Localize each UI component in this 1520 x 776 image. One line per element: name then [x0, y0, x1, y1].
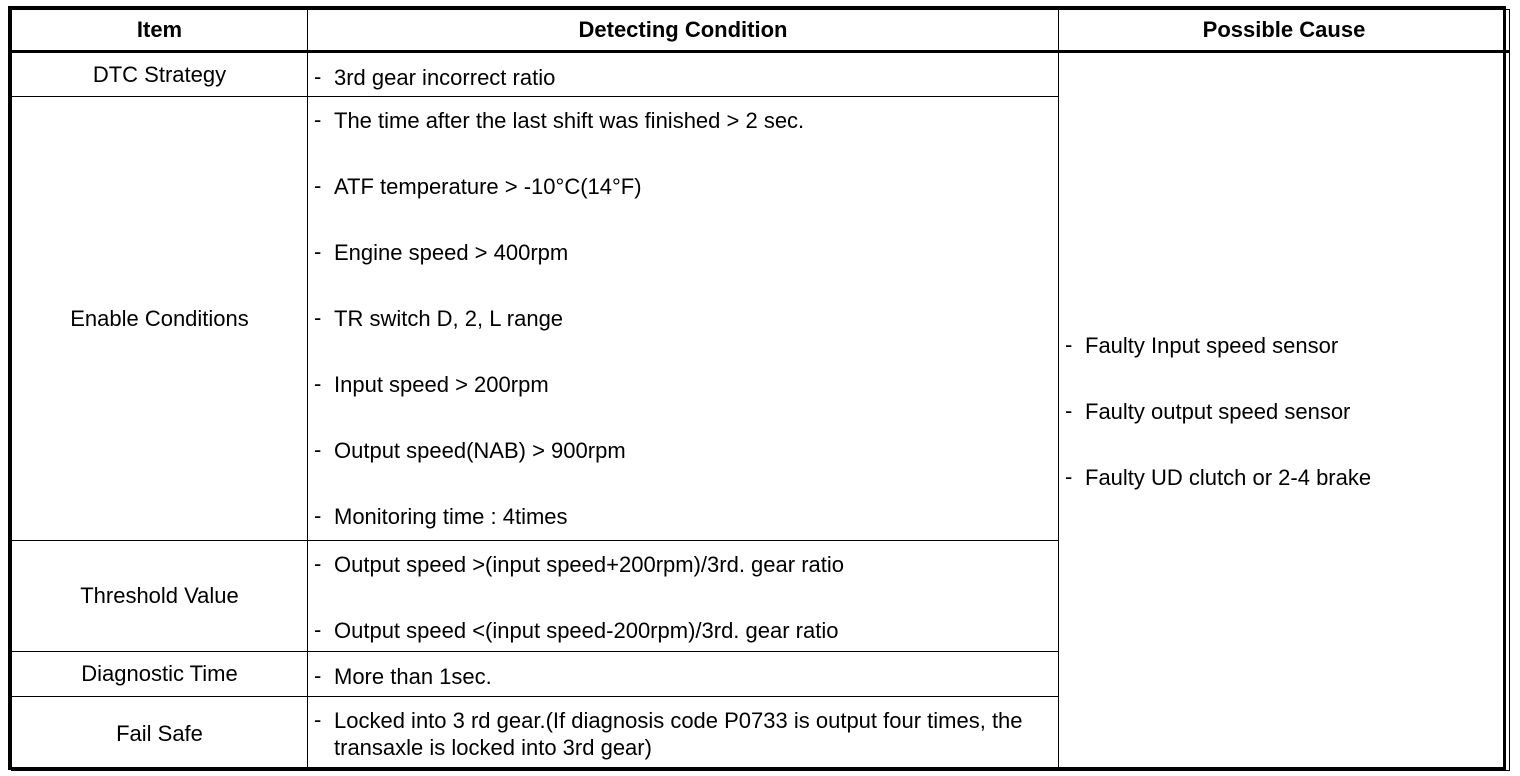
bullet-dash: - — [314, 551, 322, 576]
dtc-table-sheet — [8, 6, 1506, 770]
condition-text: Engine speed > 400rpm — [334, 240, 569, 265]
condition-line — [308, 663, 1058, 690]
condition-text: Input speed > 200rpm — [334, 372, 549, 397]
condition-text: Monitoring time : 4times — [334, 504, 568, 529]
cause-line — [1059, 464, 1509, 491]
condition-line — [308, 64, 1058, 91]
condition-line — [308, 239, 1058, 266]
item-threshold-value: Threshold Value — [12, 541, 308, 652]
bullet-dash: - — [314, 503, 322, 528]
condition-line — [308, 503, 1058, 530]
condition-line — [308, 305, 1058, 332]
bullet-dash: - — [314, 64, 322, 89]
bullet-dash: - — [314, 617, 322, 642]
condition-line — [308, 707, 1058, 761]
bullet-dash: - — [314, 107, 322, 132]
condition-line — [308, 173, 1058, 200]
condition-text: More than 1sec. — [334, 664, 492, 689]
bullet-dash: - — [314, 239, 322, 264]
bullet-dash: - — [314, 437, 322, 462]
condition-cell-diagnostic-time — [308, 652, 1059, 697]
item-diagnostic-time: Diagnostic Time — [12, 652, 308, 697]
bullet-dash: - — [314, 305, 322, 330]
condition-cell-dtc-strategy — [308, 52, 1059, 97]
bullet-dash: - — [314, 173, 322, 198]
condition-text: Output speed <(input speed-200rpm)/3rd. gear ratio — [334, 618, 839, 643]
condition-cell-fail-safe — [308, 697, 1059, 771]
header-row — [12, 10, 1510, 52]
header-detecting-condition: Detecting Condition — [308, 10, 1059, 52]
condition-text: ATF temperature > -10°C(14°F) — [334, 174, 642, 199]
condition-line — [308, 437, 1058, 464]
row-dtc-strategy — [12, 52, 1510, 97]
condition-line — [308, 371, 1058, 398]
bullet-dash: - — [1065, 332, 1073, 357]
cause-text: Faulty Input speed sensor — [1085, 333, 1339, 358]
possible-cause-cell — [1059, 52, 1510, 771]
condition-text: Output speed(NAB) > 900rpm — [334, 438, 626, 463]
condition-cell-threshold-value — [308, 541, 1059, 652]
header-possible-cause: Possible Cause — [1059, 10, 1510, 52]
condition-text: Locked into 3 rd gear.(If diagnosis code P0733 is output four times, the transaxle is locked into 3rd gear) — [334, 708, 1023, 760]
condition-cell-enable-conditions — [308, 97, 1059, 541]
bullet-dash: - — [314, 371, 322, 396]
item-enable-conditions: Enable Conditions — [12, 97, 308, 541]
condition-text: TR switch D, 2, L range — [334, 306, 564, 331]
item-fail-safe: Fail Safe — [12, 697, 308, 771]
dtc-table — [11, 9, 1510, 771]
bullet-dash: - — [1065, 398, 1073, 423]
cause-line — [1059, 398, 1509, 425]
bullet-dash: - — [314, 707, 322, 732]
condition-text: Output speed >(input speed+200rpm)/3rd. gear ratio — [334, 552, 844, 577]
bullet-dash: - — [1065, 464, 1073, 489]
cause-text: Faulty output speed sensor — [1085, 399, 1351, 424]
cause-text: Faulty UD clutch or 2-4 brake — [1085, 465, 1372, 490]
item-dtc-strategy: DTC Strategy — [12, 52, 308, 97]
condition-line — [308, 617, 1058, 644]
bullet-dash: - — [314, 663, 322, 688]
cause-line — [1059, 332, 1509, 359]
condition-line — [308, 107, 1058, 134]
condition-text: The time after the last shift was finished > 2 sec. — [334, 108, 805, 133]
header-item: Item — [12, 10, 308, 52]
condition-text: 3rd gear incorrect ratio — [334, 65, 556, 90]
condition-line — [308, 551, 1058, 578]
